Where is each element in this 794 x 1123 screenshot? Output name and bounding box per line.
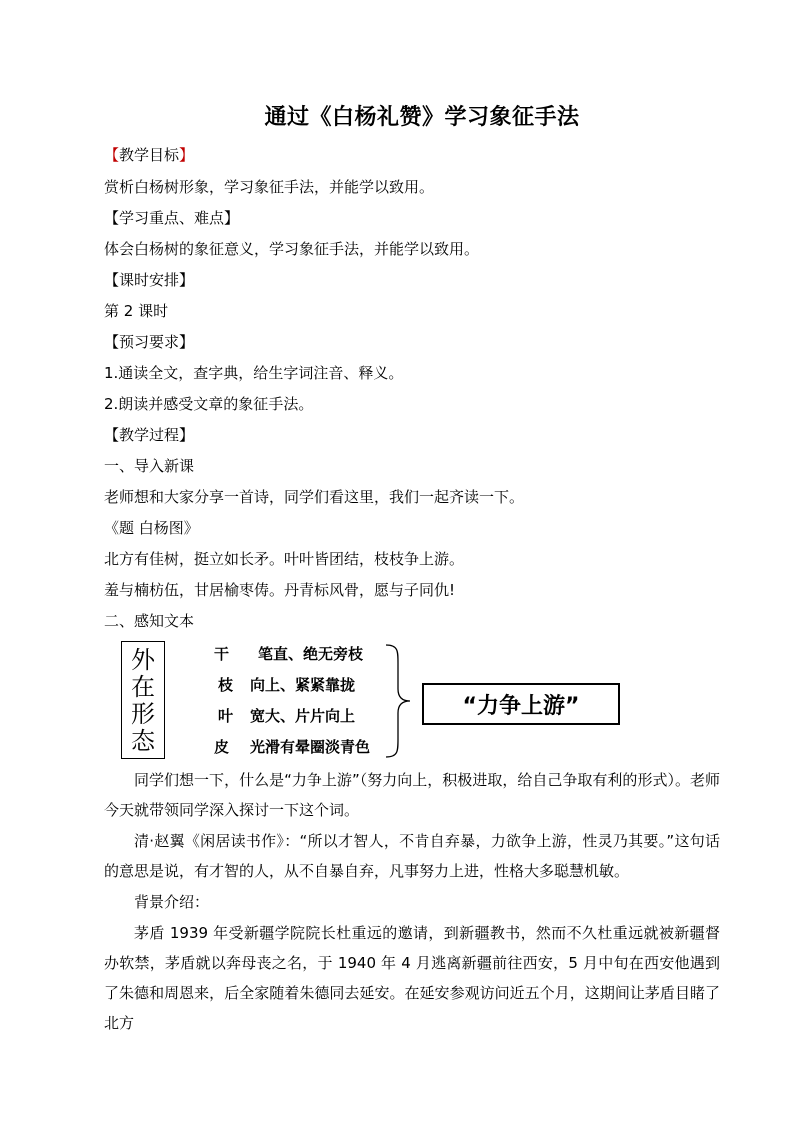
paragraph-background: 茅盾 1939 年受新疆学院院长杜重远的邀请，到新疆教书，然而不久杜重远就被新疆督办软禁，茅盾就以奔母丧之名，于 1940 年 4 月逃离新疆前往西安，5 月中旬在西安他遇到了朱德和周恩来，后全家随着朱德同去延安。在延安参观访问近五个月，这期间让茅盾目睹了北方 [104, 924, 720, 1032]
feature-row-branch [218, 674, 355, 695]
preview-item-1: 1.通读全文，查字典，给生字词注音、释义。 [104, 364, 404, 382]
paragraph-background-label: 背景介绍： [134, 893, 210, 911]
feature-desc: 笔直、绝无旁枝 [258, 645, 364, 663]
step2-title: 二、感知文本 [104, 612, 195, 630]
heading-process: 【教学过程】 [104, 426, 195, 444]
step1-title: 一、导入新课 [104, 457, 195, 475]
right-brace-icon [384, 643, 414, 759]
focus-text: 体会白杨树的象征意义，学习象征手法，并能学以致用。 [104, 240, 480, 258]
feature-key: 枝 [218, 676, 234, 694]
heading-teaching-goal: 【教学目标】 [104, 146, 195, 164]
feature-row-leaf [218, 705, 355, 726]
paragraph-quote: 清·赵翼《闲居读书作》：“所以才智人，不肯自弃暴，力欲争上游，性灵乃其要。”这句话的意思是说，有才智的人，从不自暴自弃，凡事努力上进，性格大多聪慧机敏。 [104, 832, 720, 880]
paragraph-meaning: 同学们想一下，什么是“力争上游”（努力向上，积极进取，给自己争取有利的形式）。老师今天就带领同学深入探讨一下这个词。 [104, 771, 720, 819]
feature-desc: 向上、紧紧靠拢 [250, 676, 356, 694]
feature-desc: 光滑有晕圈淡青色 [250, 738, 371, 756]
box-char: 态 [131, 726, 155, 755]
feature-key: 皮 [214, 738, 230, 756]
feature-row-trunk [214, 643, 363, 664]
tree-features-diagram [104, 635, 634, 765]
preview-item-2: 2.朗读并感受文章的象征手法。 [104, 395, 314, 413]
feature-row-bark [214, 736, 370, 757]
poem-line-2: 羞与楠枋伍，甘居榆枣俦。丹青标风骨，愿与子同仇! [104, 581, 456, 599]
document-title: 通过《白杨礼赞》学习象征手法 [264, 105, 580, 130]
feature-key: 叶 [218, 707, 234, 725]
box-char: 外 [131, 645, 155, 674]
poem-line-1: 北方有佳树，挺立如长矛。叶叶皆团结，枝枝争上游。 [104, 550, 465, 568]
heading-schedule: 【课时安排】 [104, 271, 195, 289]
external-form-box [121, 641, 165, 759]
goal-text: 赏析白杨树形象，学习象征手法，并能学以致用。 [104, 178, 435, 196]
feature-desc: 宽大、片片向上 [250, 707, 356, 725]
box-char: 在 [131, 672, 155, 701]
poem-title: 《题 白杨图》 [104, 519, 199, 537]
box-char: 形 [131, 699, 155, 728]
schedule-text: 第 2 课时 [104, 302, 169, 320]
heading-key-points: 【学习重点、难点】 [104, 209, 240, 227]
heading-preview: 【预习要求】 [104, 333, 195, 351]
slogan-box: “力争上游” [422, 683, 620, 725]
feature-key: 干 [214, 645, 230, 663]
step1-text: 老师想和大家分享一首诗，同学们看这里，我们一起齐读一下。 [104, 488, 525, 506]
